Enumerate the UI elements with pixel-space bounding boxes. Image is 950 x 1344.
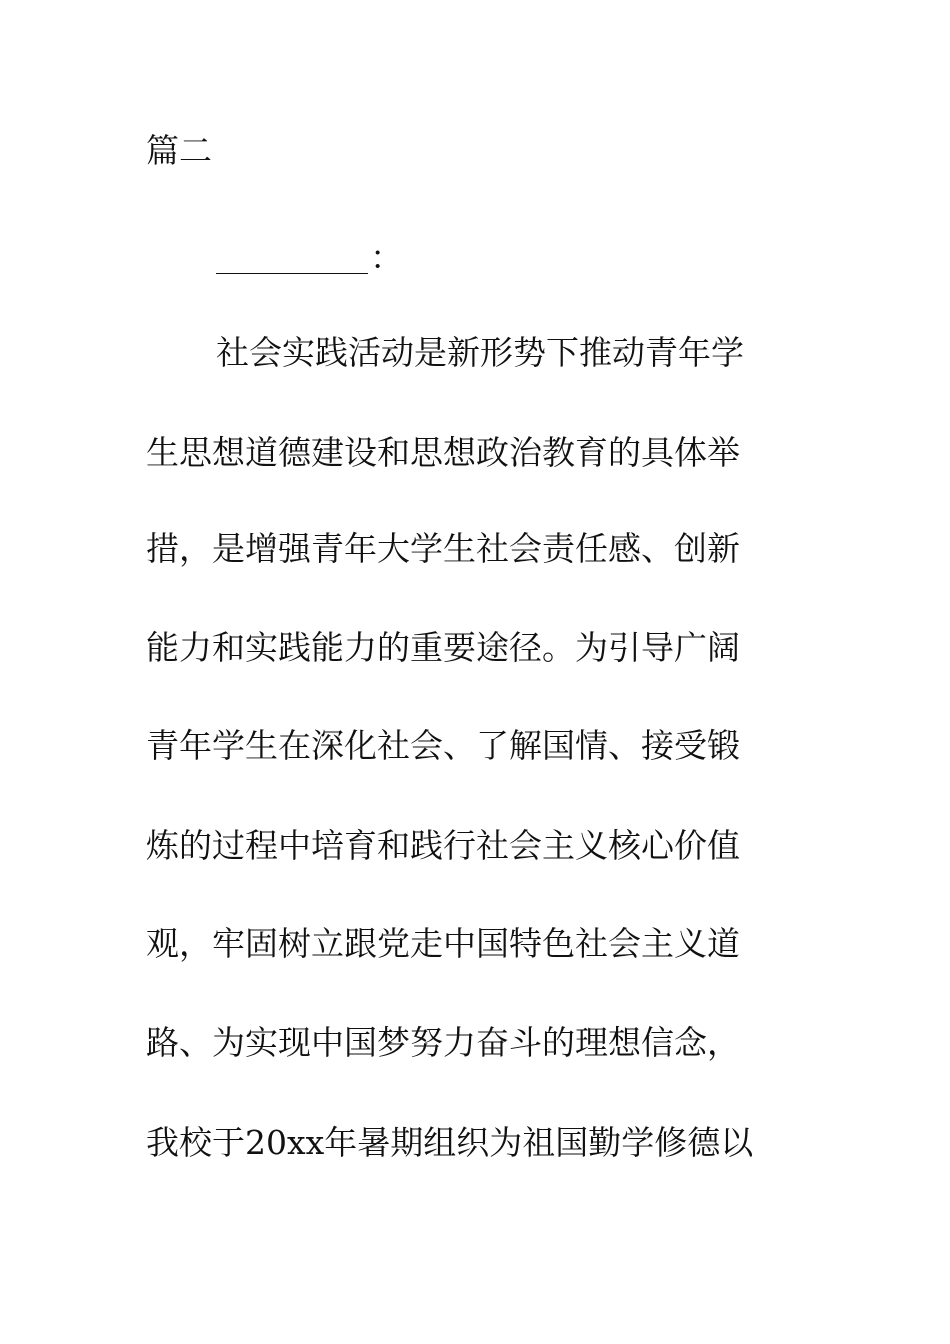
salutation-line <box>216 235 403 281</box>
paragraph-line: 措，是增强青年大学生社会责任感、创新 <box>146 529 740 568</box>
paragraph-line: 青年学生在深化社会、了解国情、接受锻 <box>146 726 740 765</box>
paragraph-line: 路、为实现中国梦努力奋斗的理想信念， <box>146 1023 740 1062</box>
paragraph-line: 生思想道德建设和思想政治教育的具体举 <box>146 433 740 472</box>
blank-underline <box>216 237 368 274</box>
paragraph-line: 能力和实践能力的重要途径。为引导广阔 <box>146 628 740 667</box>
salutation-colon: ： <box>370 238 403 277</box>
paragraph-line: 炼的过程中培育和践行社会主义核心价值 <box>146 826 740 865</box>
paragraph-line: 我校于20xx年暑期组织为祖国勤学修德以 <box>146 1123 754 1162</box>
section-heading: 篇二 <box>146 131 212 170</box>
paragraph-line: 观，牢固树立跟党走中国特色社会主义道 <box>146 924 740 963</box>
paragraph-line: 社会实践活动是新形势下推动青年学 <box>216 333 744 372</box>
